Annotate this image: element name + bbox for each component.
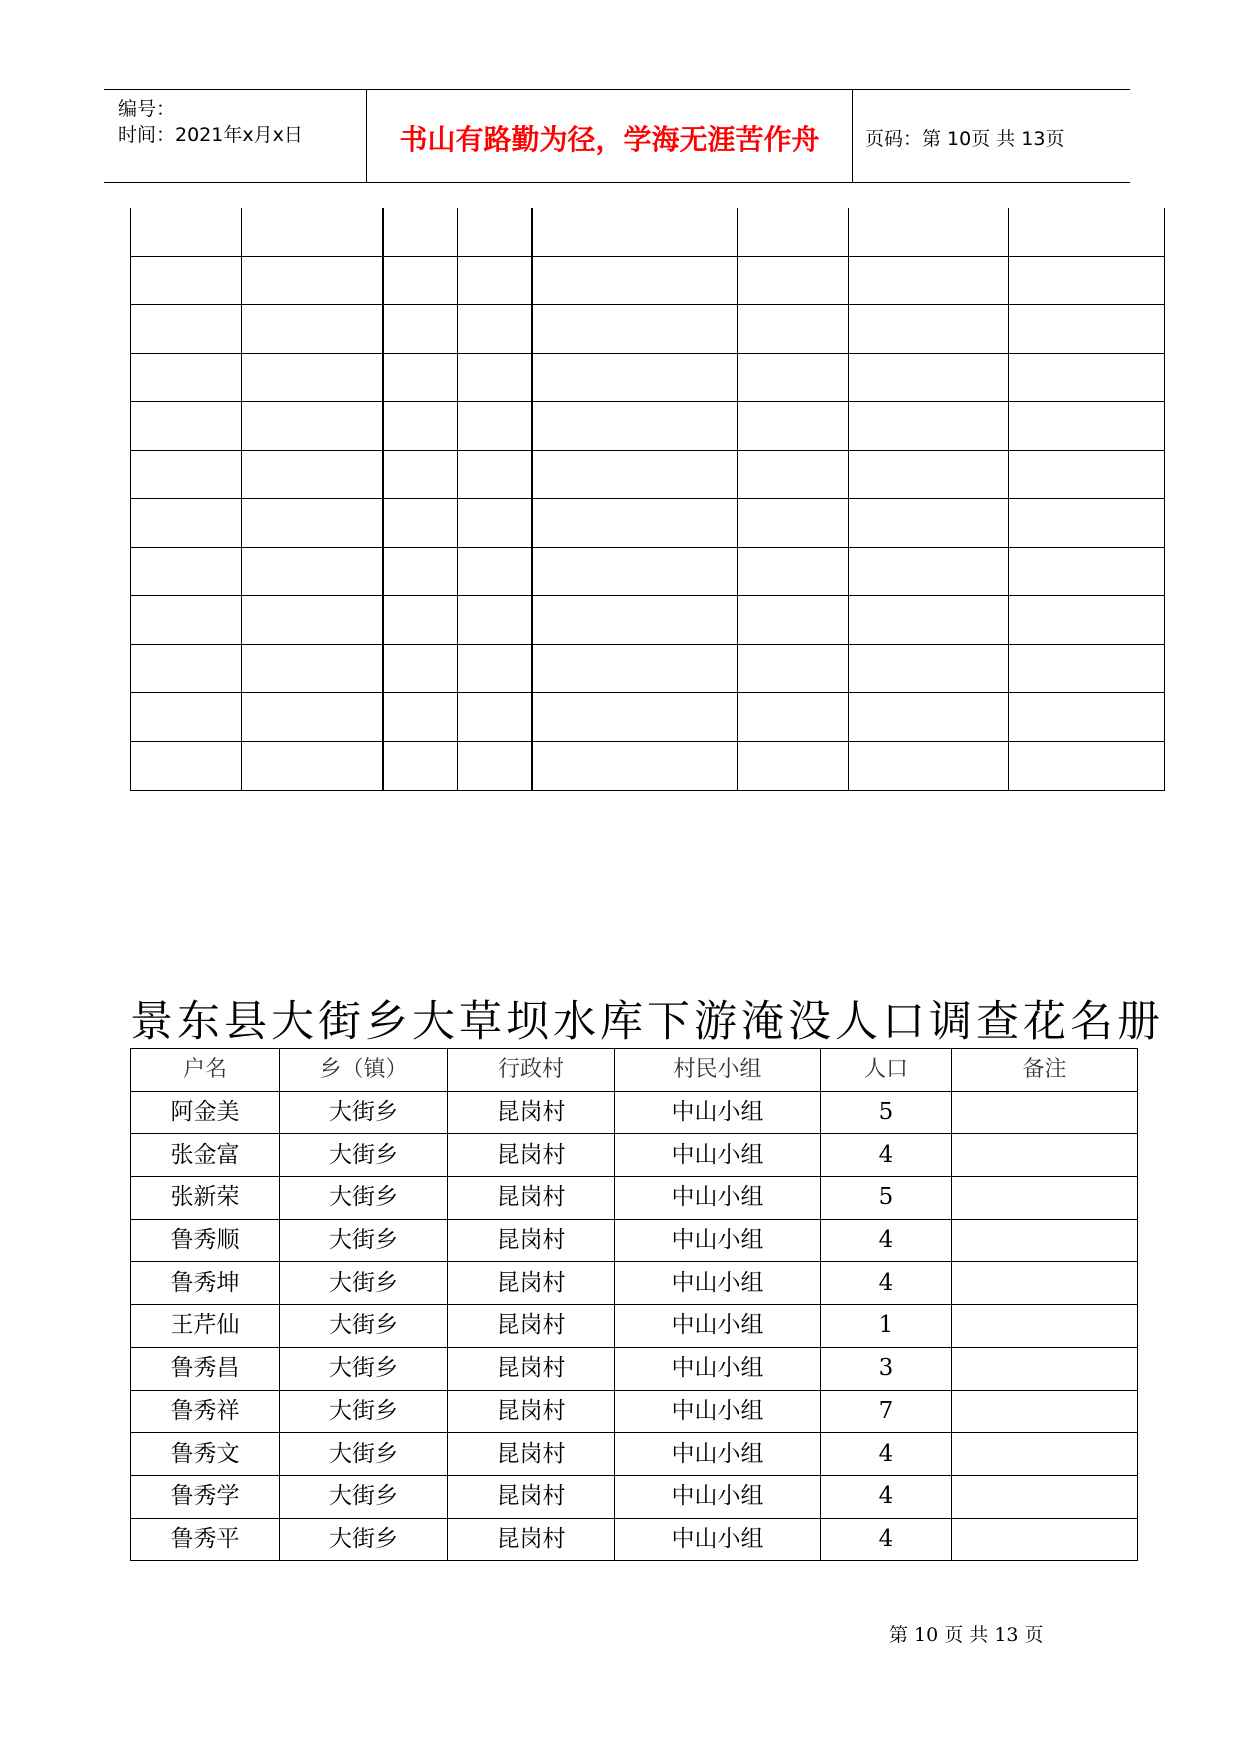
cell-remarks (952, 1433, 1138, 1476)
grid-line (1164, 208, 1165, 790)
cell-group: 中山小组 (615, 1390, 821, 1433)
document-number-label: 编号： (118, 98, 176, 120)
cell-name: 鲁秀昌 (131, 1347, 280, 1390)
document-time-label: 时间：2021年x月x日 (118, 124, 303, 146)
table-header-row (131, 1049, 1138, 1092)
cell-village: 昆岗村 (448, 1134, 615, 1177)
cell-village: 昆岗村 (448, 1475, 615, 1518)
cell-township: 大街乡 (280, 1134, 448, 1177)
cell-township: 大街乡 (280, 1219, 448, 1262)
cell-township: 大街乡 (280, 1262, 448, 1305)
cell-group: 中山小组 (615, 1177, 821, 1220)
cell-remarks (952, 1347, 1138, 1390)
grid-line (1008, 208, 1009, 790)
cell-group: 中山小组 (615, 1518, 821, 1561)
cell-township: 大街乡 (280, 1518, 448, 1561)
table-row (131, 1091, 1138, 1134)
cell-village: 昆岗村 (448, 1091, 615, 1134)
cell-name: 鲁秀学 (131, 1475, 280, 1518)
table-row (131, 1347, 1138, 1390)
cell-village: 昆岗村 (448, 1219, 615, 1262)
cell-name: 张金富 (131, 1134, 280, 1177)
col-header-remarks: 备注 (952, 1049, 1138, 1092)
table-row (131, 1262, 1138, 1305)
roster-title: 景东县大街乡大草坝水库下游淹没人口调查花名册 (130, 997, 1164, 1047)
cell-name: 鲁秀祥 (131, 1390, 280, 1433)
grid-line (130, 401, 1165, 402)
cell-name: 鲁秀文 (131, 1433, 280, 1476)
page-footer: 第 10 页 共 13 页 (889, 1624, 1044, 1646)
cell-group: 中山小组 (615, 1347, 821, 1390)
cell-group: 中山小组 (615, 1305, 821, 1348)
col-header-population: 人口 (821, 1049, 952, 1092)
grid-line (531, 208, 533, 790)
grid-line (457, 208, 458, 790)
cell-remarks (952, 1305, 1138, 1348)
cell-remarks (952, 1091, 1138, 1134)
grid-line (130, 256, 1165, 257)
header-page-cell (853, 90, 1130, 182)
cell-remarks (952, 1177, 1138, 1220)
grid-line (130, 450, 1165, 451)
cell-village: 昆岗村 (448, 1347, 615, 1390)
cell-population: 4 (821, 1475, 952, 1518)
cell-population: 5 (821, 1091, 952, 1134)
header-info-cell (104, 90, 367, 182)
page-header (104, 89, 1130, 183)
grid-line (130, 547, 1165, 548)
cell-name: 鲁秀平 (131, 1518, 280, 1561)
cell-group: 中山小组 (615, 1433, 821, 1476)
cell-remarks (952, 1262, 1138, 1305)
cell-remarks (952, 1219, 1138, 1262)
cell-township: 大街乡 (280, 1475, 448, 1518)
grid-line (130, 498, 1165, 499)
roster-table (130, 1048, 1138, 1561)
cell-name: 鲁秀坤 (131, 1262, 280, 1305)
cell-group: 中山小组 (615, 1219, 821, 1262)
cell-township: 大街乡 (280, 1177, 448, 1220)
cell-township: 大街乡 (280, 1390, 448, 1433)
grid-line (241, 208, 242, 790)
table-row (131, 1518, 1138, 1561)
grid-line (130, 208, 131, 790)
table-row (131, 1390, 1138, 1433)
col-header-village: 行政村 (448, 1049, 615, 1092)
cell-name: 王芹仙 (131, 1305, 280, 1348)
cell-population: 5 (821, 1177, 952, 1220)
cell-name: 阿金美 (131, 1091, 280, 1134)
cell-population: 4 (821, 1433, 952, 1476)
col-header-name: 户名 (131, 1049, 280, 1092)
grid-line (382, 208, 384, 790)
cell-village: 昆岗村 (448, 1177, 615, 1220)
table-row (131, 1305, 1138, 1348)
table-row (131, 1433, 1138, 1476)
table-row (131, 1475, 1138, 1518)
table-row (131, 1177, 1138, 1220)
cell-remarks (952, 1518, 1138, 1561)
grid-line (130, 595, 1165, 596)
cell-group: 中山小组 (615, 1134, 821, 1177)
header-page-code: 页码：第 10页 共 13页 (865, 128, 1065, 150)
cell-village: 昆岗村 (448, 1262, 615, 1305)
col-header-township: 乡（镇） (280, 1049, 448, 1092)
cell-population: 4 (821, 1262, 952, 1305)
grid-line (737, 208, 738, 790)
cell-population: 4 (821, 1518, 952, 1561)
blank-table-continuation (130, 208, 1165, 791)
cell-population: 4 (821, 1219, 952, 1262)
cell-village: 昆岗村 (448, 1433, 615, 1476)
cell-village: 昆岗村 (448, 1305, 615, 1348)
grid-line (130, 304, 1165, 305)
cell-remarks (952, 1134, 1138, 1177)
col-header-group: 村民小组 (615, 1049, 821, 1092)
cell-population: 1 (821, 1305, 952, 1348)
cell-population: 7 (821, 1390, 952, 1433)
grid-line (130, 353, 1165, 354)
cell-group: 中山小组 (615, 1475, 821, 1518)
table-row (131, 1134, 1138, 1177)
table-row (131, 1219, 1138, 1262)
cell-population: 3 (821, 1347, 952, 1390)
cell-township: 大街乡 (280, 1305, 448, 1348)
cell-group: 中山小组 (615, 1262, 821, 1305)
grid-line (130, 741, 1165, 742)
cell-population: 4 (821, 1134, 952, 1177)
cell-remarks (952, 1475, 1138, 1518)
grid-line (130, 692, 1165, 693)
cell-township: 大街乡 (280, 1347, 448, 1390)
cell-township: 大街乡 (280, 1091, 448, 1134)
cell-group: 中山小组 (615, 1091, 821, 1134)
grid-line (130, 644, 1165, 645)
cell-township: 大街乡 (280, 1433, 448, 1476)
header-motto: 书山有路勤为径，学海无涯苦作舟 (399, 123, 820, 156)
cell-village: 昆岗村 (448, 1518, 615, 1561)
header-motto-cell (367, 90, 853, 182)
cell-village: 昆岗村 (448, 1390, 615, 1433)
grid-line (848, 208, 849, 790)
cell-remarks (952, 1390, 1138, 1433)
cell-name: 张新荣 (131, 1177, 280, 1220)
cell-name: 鲁秀顺 (131, 1219, 280, 1262)
